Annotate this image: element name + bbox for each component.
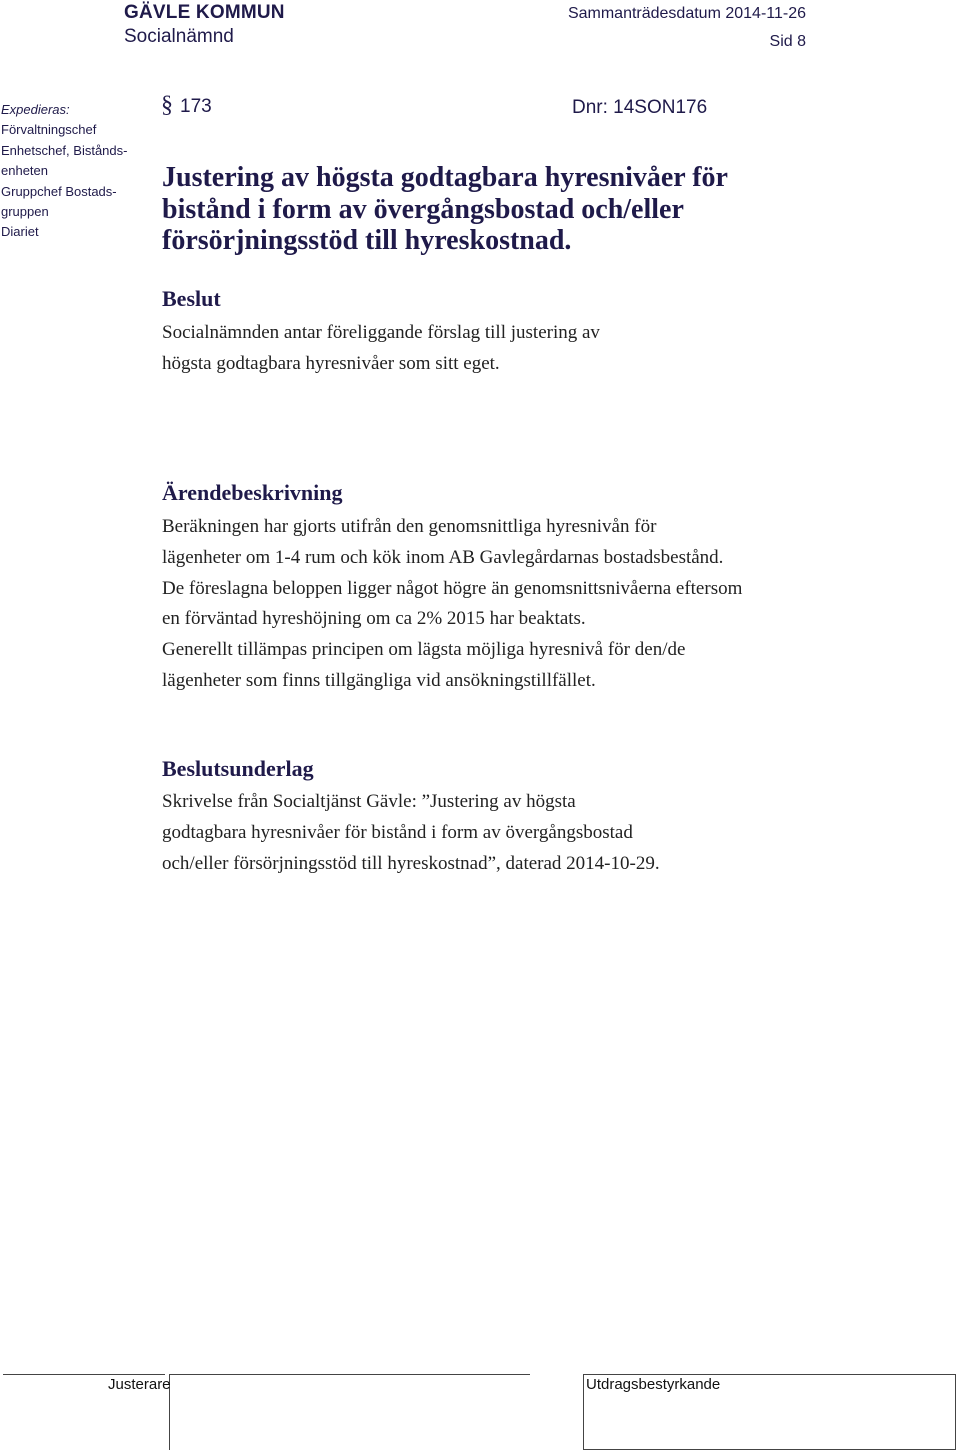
paragraph-symbol: § [161,92,173,118]
body-line: högsta godtagbara hyresnivåer som sitt eget. [162,352,500,374]
distribution-lead: Expedieras: [1,102,70,117]
distribution-line: enheten [1,163,48,179]
distribution-line: Enhetschef, Bistånds- [1,142,128,158]
body-line: godtagbara hyresnivåer för bistånd i form av övergångsbostad [162,821,633,843]
footer-divider [955,1374,956,1450]
distribution-line: Gruppchef Bostads- [1,183,117,199]
section-body-beslutsunderlag [162,787,660,879]
footer-rule [3,1374,165,1375]
page-number: Sid 8 [769,33,806,50]
paragraph-number: 173 [180,96,212,117]
body-line: De föreslagna beloppen ligger något högre än genomsnittsnivåerna eftersom [162,577,743,599]
section-body-beslut [162,318,600,380]
distribution-list [1,100,151,243]
meeting-date: Sammanträdesdatum 2014-11-26 [567,5,806,22]
body-line: och/eller försörjningsstöd till hyreskostnad”, daterad 2014-10-29. [162,852,660,874]
section-heading-beslutsunderlag: Beslutsunderlag [162,756,314,781]
footer-divider [583,1374,584,1450]
document-title [162,162,728,257]
section-heading-beslut: Beslut [162,286,221,311]
justerare-label: Justerare [108,1376,171,1393]
title-line: försörjningsstöd till hyreskostnad. [162,225,572,256]
section-body-arendebeskrivning [162,512,742,697]
footer-rule [583,1449,956,1450]
footer-rule [170,1374,530,1375]
distribution-line: gruppen [1,204,49,220]
body-line: Generellt tillämpas principen om lägsta möjliga hyresnivå för den/de [162,639,686,661]
title-line: Justering av högsta godtagbara hyresnivåer för [162,162,728,193]
body-line: Beräkningen har gjorts utifrån den genomsnittliga hyresnivån för [162,516,657,537]
body-line: Socialnämnden antar föreliggande förslag till justering av [162,322,600,343]
footer-rule [584,1374,956,1375]
organization-name: GÄVLE KOMMUN [124,2,285,23]
body-line: lägenheter som finns tillgängliga vid ansökningstillfället. [162,669,596,691]
body-line: Skrivelse från Socialtjänst Gävle: ”Justering av högsta [162,791,576,812]
distribution-line: Diariet [1,224,39,240]
body-line: lägenheter om 1-4 rum och kök inom AB Gavlegårdarnas bostadsbestånd. [162,546,724,568]
title-line: bistånd i form av övergångsbostad och/eller [162,193,684,225]
diary-number: Dnr: 14SON176 [572,97,708,118]
body-line: en förväntad hyreshöjning om ca 2% 2015 har beaktats. [162,608,586,630]
utdragsbestyrkande-label: Utdragsbestyrkande [586,1376,721,1393]
department-name: Socialnämnd [124,26,234,47]
distribution-line: Förvaltningschef [1,122,97,138]
section-heading-arendebeskrivning: Ärendebeskrivning [162,480,343,505]
